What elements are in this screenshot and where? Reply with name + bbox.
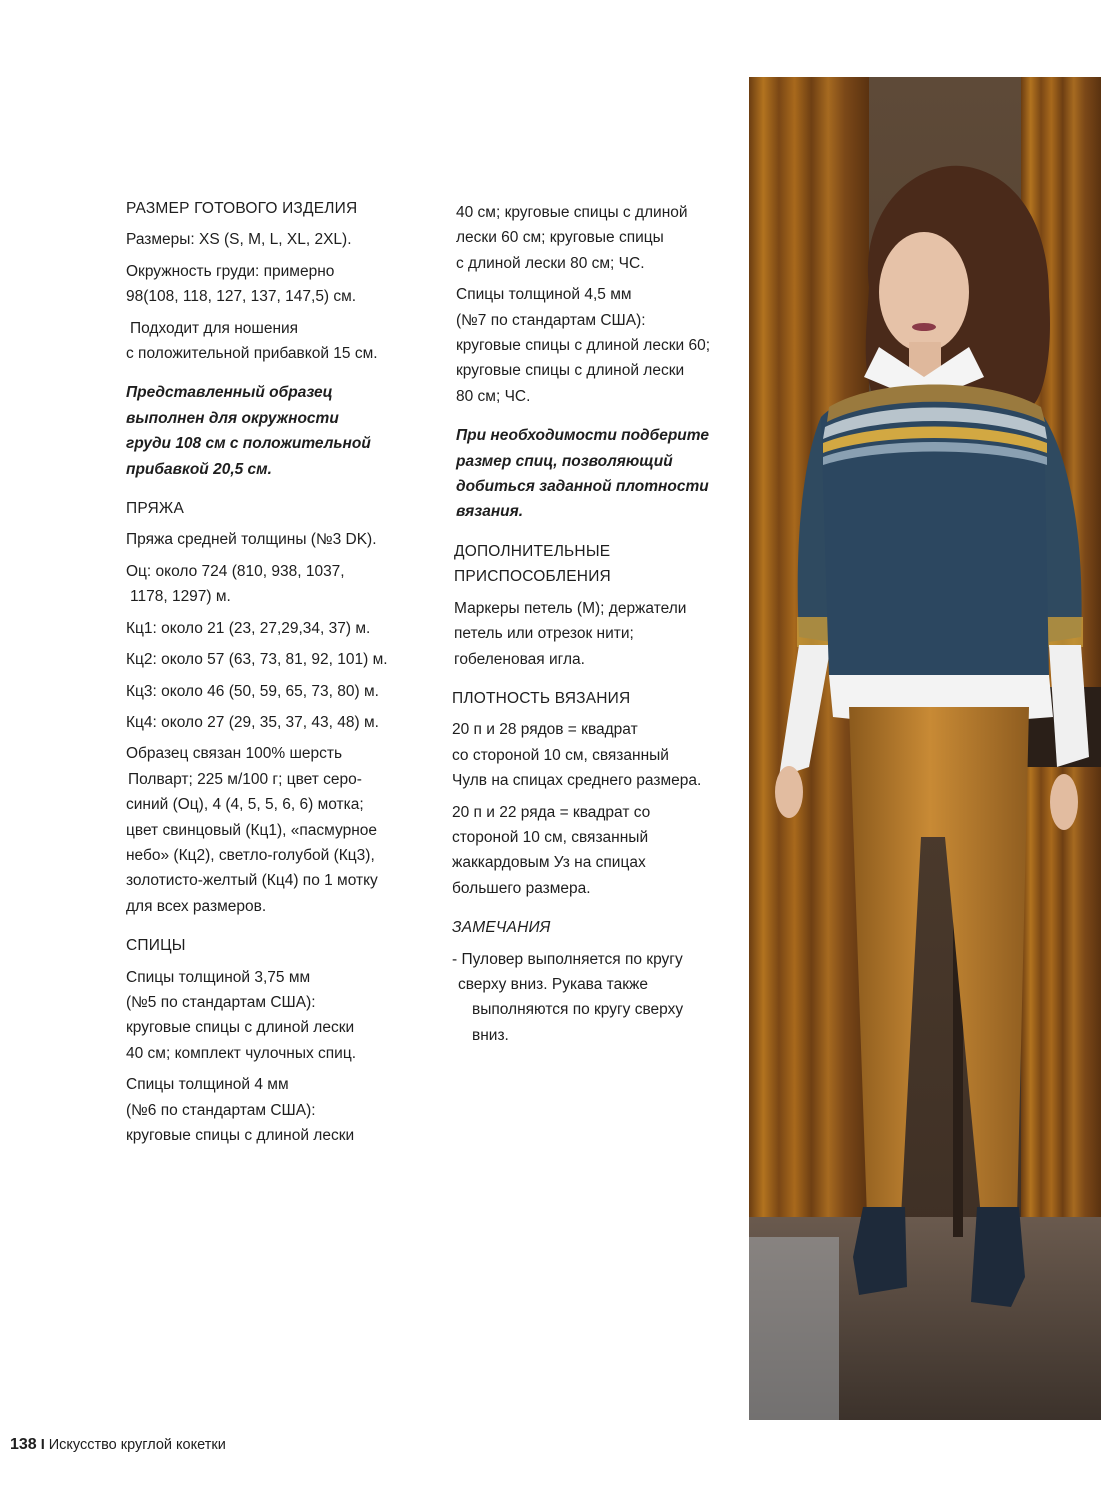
sample-note: Представленный образец выполнен для окружности груди 108 см с положительной прибавкой 20,5 см. xyxy=(126,384,371,478)
page-footer xyxy=(10,1436,226,1454)
contrast-color-2-amount: Кц2: около 57 (63, 73, 81, 92, 101) м. xyxy=(126,651,388,669)
notions-text: Маркеры петель (М); держатели петель или отрезок нити; гобеленовая игла. xyxy=(454,599,687,668)
contrast-color-4-amount: Кц4: около 27 (29, 35, 37, 43, 48) м. xyxy=(126,713,379,731)
needles-4-continued: 40 см; круговые спицы с длиной лески 60 см; круговые спицы с длиной лески 80 см; ЧС. xyxy=(456,204,688,272)
yarn-weight-text: Пряжа средней толщины (№3 DK). xyxy=(126,531,377,549)
contrast-color-1-amount: Кц1: около 21 (23, 27,29,34, 37) м. xyxy=(126,619,371,637)
right-boot xyxy=(971,1207,1025,1307)
lips xyxy=(912,323,936,331)
left-column xyxy=(126,196,426,1154)
notions-heading: ДОПОЛНИТЕЛЬНЫЕ ПРИСПОСОБЛЕНИЯ xyxy=(454,542,611,586)
size-heading: РАЗМЕР ГОТОВОГО ИЗДЕЛИЯ xyxy=(126,200,358,217)
left-boot xyxy=(853,1207,907,1295)
remarks-text: - Пуловер выполняется по кругу сверху вниз. Рукава также выполняются по кругу сверху вниз. xyxy=(452,950,684,1044)
fit-text: Подходит для ношения с положительной прибавкой 15 см. xyxy=(126,319,378,363)
page-number: 138 xyxy=(10,1436,37,1453)
needle-size-note: При необходимости подберите размер спиц, позволяющий добиться заданной плотности вязания. xyxy=(456,427,709,521)
gauge-colorwork-text: 20 п и 22 ряда = квадрат со стороной 10 см, связанный жаккардовым Уз на спицах большего размера. xyxy=(452,803,651,897)
yarn-heading: ПРЯЖА xyxy=(126,500,184,518)
needles-4-text: Спицы толщиной 4 мм (№6 по стандартам США): круговые спицы с длиной лески xyxy=(126,1076,355,1144)
right-cuff-pattern xyxy=(1047,617,1083,647)
sizes-text: Размеры: XS (S, M, L, XL, 2XL). xyxy=(126,231,352,249)
model-photo xyxy=(749,77,1101,1420)
bright-floor-patch xyxy=(749,1237,839,1420)
remarks-heading: ЗАМЕЧАНИЯ xyxy=(452,919,551,937)
contrast-color-3-amount: Кц3: около 46 (50, 59, 65, 73, 80) м. xyxy=(126,682,379,700)
needles-heading: СПИЦЫ xyxy=(126,937,186,955)
chest-text: Окружность груди: примерно 98(108, 118, 127, 137, 147,5) см. xyxy=(126,262,357,306)
needles-45-text: Спицы толщиной 4,5 мм (№7 по стандартам США): круговые спицы с длиной лески 60; круговые спицы с длиной лески 80 см; ЧС. xyxy=(456,286,710,405)
right-hand xyxy=(1050,774,1078,830)
book-title: Искусство круглой кокетки xyxy=(48,1437,226,1453)
gauge-heading: ПЛОТНОСТЬ ВЯЗАНИЯ xyxy=(452,689,631,707)
face xyxy=(879,232,969,352)
middle-column xyxy=(452,200,732,1054)
gauge-stockinette-text: 20 п и 28 рядов = квадрат со стороной 10 см, связанный Чулв на спицах среднего размера. xyxy=(452,721,702,790)
needles-375-text: Спицы толщиной 3,75 мм (№5 по стандартам США): круговые спицы с длиной лески 40 см; комплект чулочных спиц. xyxy=(126,968,357,1062)
main-color-amount: Оц: около 724 (810, 938, 1037, 1178, 1297) м. xyxy=(126,562,345,606)
footer-separator: I xyxy=(40,1437,45,1453)
wool-description: Образец связан 100% шерсть Полварт; 225 м/100 г; цвет серо- синий (Оц), 4 (4, 5, 5, 6, 6) мотка; цвет свинцовый (Кц1), «пасмурное небо» (Кц2), светло-голубой (Кц3), золотисто-желтый (Кц4) по 1 мотку для всех размеров. xyxy=(126,745,378,915)
left-hand xyxy=(775,766,803,818)
model-photo-illustration xyxy=(749,77,1101,1420)
